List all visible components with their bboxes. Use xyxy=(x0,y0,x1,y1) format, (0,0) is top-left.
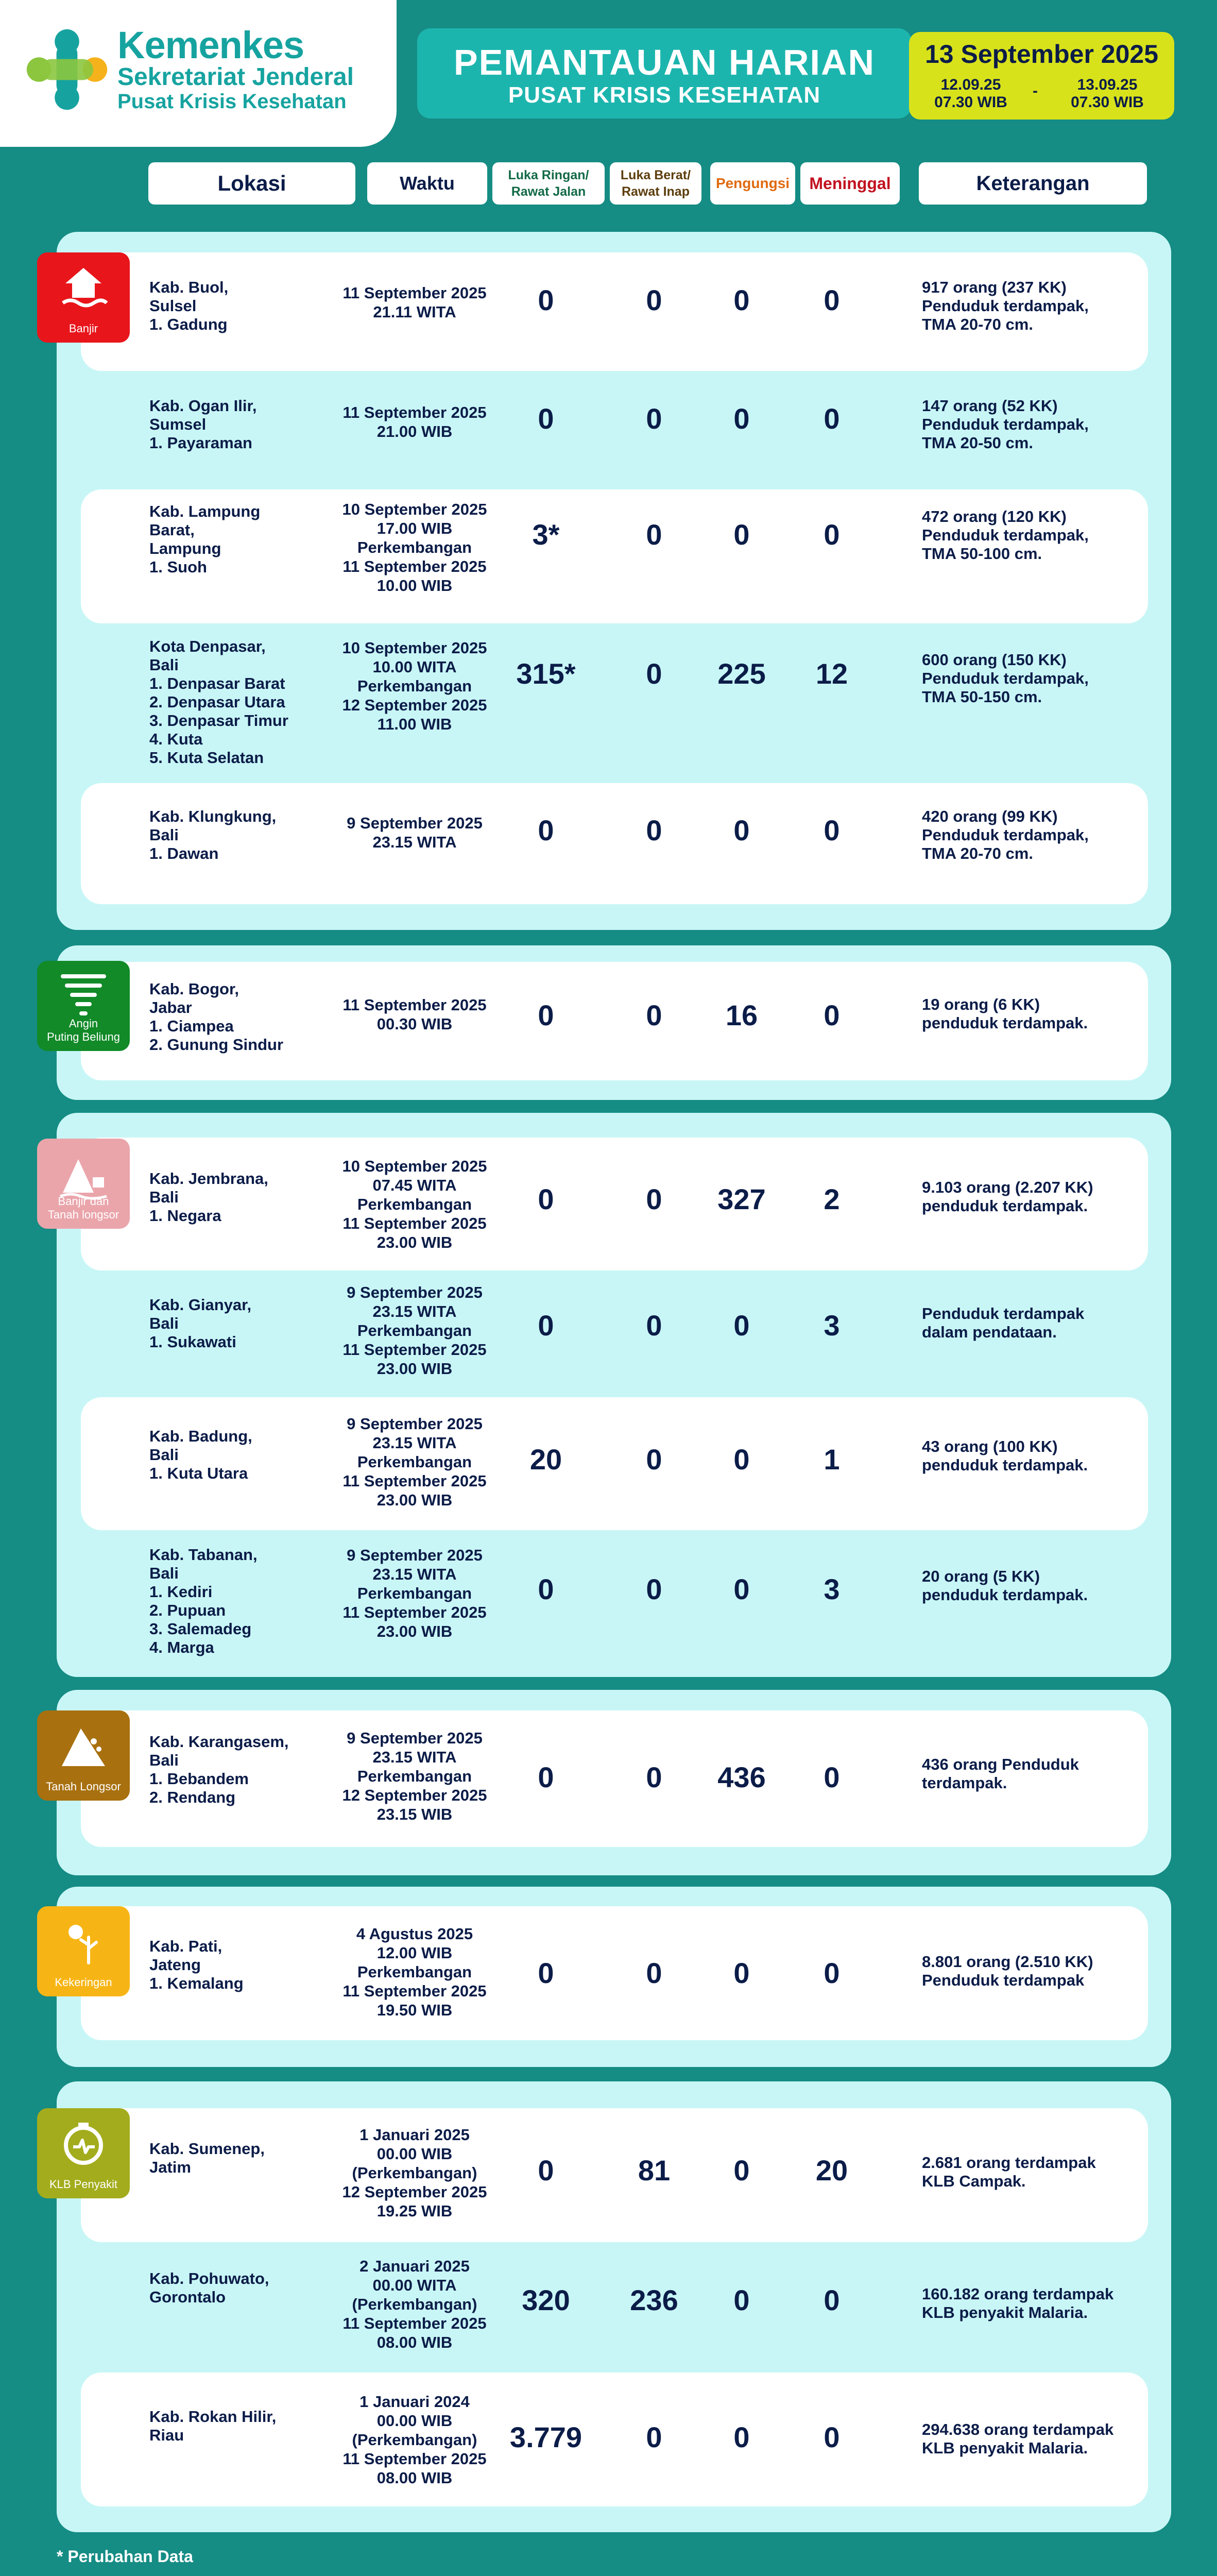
time: 10 September 2025 17.00 WIB Perkembangan 11 September 2025 10.00 WIB xyxy=(342,500,487,595)
location: Kab. Pati, Jateng 1. Kemalang xyxy=(149,1937,244,1992)
drought-sun-icon xyxy=(58,1917,109,1968)
keterangan: 420 orang (99 KK) Penduduk terdampak, TMA 20-70 cm. xyxy=(922,807,1089,862)
pengungsi-value: 0 xyxy=(733,1957,750,1989)
location: Kab. Pohuwato, Gorontalo xyxy=(149,2269,269,2306)
category-banjir xyxy=(37,252,130,343)
luka-berat-value: 81 xyxy=(638,2154,671,2187)
luka-ringan-value: 0 xyxy=(538,999,554,1031)
location: Kab. Buol, Sulsel 1. Gadung xyxy=(149,278,229,333)
luka-berat-value: 0 xyxy=(646,2421,662,2453)
keterangan: Penduduk terdampak dalam pendataan. xyxy=(922,1304,1085,1341)
logo-subtitle: Sekretariat Jenderal xyxy=(117,63,354,91)
category-kekeringan xyxy=(37,1906,130,1996)
meninggal-value: 2 xyxy=(824,1183,840,1215)
meninggal-value: 0 xyxy=(824,2421,840,2453)
pengungsi-value: 0 xyxy=(733,1309,750,1342)
time: 10 September 2025 07.45 WITA Perkembangan 11 September 2025 23.00 WIB xyxy=(342,1157,487,1251)
luka-ringan-value: 0 xyxy=(538,814,554,846)
meninggal-value: 3 xyxy=(824,1573,840,1605)
luka-ringan-value: 0 xyxy=(538,402,554,435)
time: 9 September 2025 23.15 WITA Perkembangan 12 September 2025 23.15 WIB xyxy=(342,1729,487,1823)
pengungsi-value: 0 xyxy=(733,402,750,435)
meninggal-value: 0 xyxy=(824,999,840,1031)
pengungsi-value: 225 xyxy=(717,657,766,690)
keterangan: 147 orang (52 KK) Penduduk terdampak, TMA 20-50 cm. xyxy=(922,397,1089,452)
category-banjir-longsor xyxy=(37,1139,130,1229)
luka-ringan-value: 0 xyxy=(538,1573,554,1605)
luka-ringan-value: 0 xyxy=(538,1957,554,1989)
page-subtitle: PUSAT KRISIS KESEHATAN xyxy=(508,82,821,108)
luka-berat-value: 0 xyxy=(646,1761,662,1793)
luka-ringan-value: 3* xyxy=(532,518,560,551)
logo-subtitle-2: Pusat Krisis Kesehatan xyxy=(117,90,347,113)
location: Kota Denpasar, Bali 1. Denpasar Barat 2. Denpasar Utara 3. Denpasar Timur 4. Kuta 5. Kuta Selatan xyxy=(149,637,288,767)
category-label: Banjir xyxy=(68,322,98,335)
keterangan: 600 orang (150 KK) Penduduk terdampak, TMA 50-150 cm. xyxy=(922,651,1089,706)
pengungsi-value: 0 xyxy=(733,1443,750,1476)
keterangan: 917 orang (237 KK) Penduduk terdampak, TMA 20-70 cm. xyxy=(922,278,1089,333)
luka-ringan-value: 3.779 xyxy=(509,2421,582,2453)
meninggal-value: 12 xyxy=(815,657,848,690)
range-end: 13.09.25 07.30 WIB xyxy=(1071,76,1144,111)
luka-berat-value: 0 xyxy=(646,402,662,435)
keterangan: 160.182 orang terdampak KLB penyakit Malaria. xyxy=(922,2285,1114,2321)
meninggal-value: 1 xyxy=(824,1443,840,1476)
keterangan: 2.681 orang terdampak KLB Campak. xyxy=(922,2154,1096,2190)
meninggal-value: 0 xyxy=(824,518,840,551)
landslide-flood-icon xyxy=(58,1149,109,1200)
page-title: PEMANTAUAN HARIAN xyxy=(453,42,876,82)
luka-berat-value: 0 xyxy=(646,999,662,1031)
keterangan: 8.801 orang (2.510 KK) Penduduk terdampak xyxy=(922,1953,1093,1989)
luka-berat-value: 0 xyxy=(646,1957,662,1989)
pengungsi-value: 0 xyxy=(733,814,750,846)
keterangan: 43 orang (100 KK) penduduk terdampak. xyxy=(922,1437,1088,1474)
time: 9 September 2025 23.15 WITA Perkembangan 11 September 2025 23.00 WIB xyxy=(342,1283,487,1378)
column-header-waktu: Waktu xyxy=(367,162,487,205)
meninggal-value: 20 xyxy=(815,2154,848,2187)
time: 10 September 2025 10.00 WITA Perkembangan 12 September 2025 11.00 WIB xyxy=(342,639,487,733)
keterangan: 436 orang Penduduk terdampak. xyxy=(922,1755,1079,1792)
pengungsi-value: 0 xyxy=(733,2154,750,2187)
luka-ringan-value: 320 xyxy=(522,2284,570,2316)
luka-ringan-value: 0 xyxy=(538,1309,554,1342)
location: Kab. Tabanan, Bali 1. Kediri 2. Pupuan 3. Salemadeg 4. Marga xyxy=(149,1546,258,1656)
pengungsi-value: 436 xyxy=(717,1761,766,1793)
keterangan: 472 orang (120 KK) Penduduk terdampak, TMA 50-100 cm. xyxy=(922,507,1089,563)
luka-ringan-value: 20 xyxy=(529,1443,562,1476)
category-label: Kekeringan xyxy=(55,1976,112,1989)
date-panel xyxy=(909,32,1174,120)
luka-ringan-value: 315* xyxy=(516,657,576,690)
category-label: Banjir dan Tanah longsor xyxy=(47,1195,119,1221)
category-label: Angin Puting Beliung xyxy=(47,1017,120,1043)
time: 2 Januari 2025 00.00 WITA (Perkembangan) 11 September 2025 08.00 WIB xyxy=(342,2257,487,2351)
category-klb xyxy=(37,2108,130,2198)
luka-berat-value: 236 xyxy=(630,2284,678,2316)
range-separator: - xyxy=(1033,82,1038,99)
luka-ringan-value: 0 xyxy=(538,1183,554,1215)
location: Kab. Badung, Bali 1. Kuta Utara xyxy=(149,1427,252,1482)
location: Kab. Ogan Ilir, Sumsel 1. Payaraman xyxy=(149,397,257,452)
category-label: Tanah Longsor xyxy=(46,1780,121,1793)
luka-berat-value: 0 xyxy=(646,657,662,690)
time: 1 Januari 2025 00.00 WIB (Perkembangan) 12 September 2025 19.25 WIB xyxy=(342,2126,487,2220)
luka-berat-value: 0 xyxy=(646,1573,662,1605)
category-angin xyxy=(37,961,130,1051)
kemenkes-logo-icon xyxy=(23,26,111,113)
location: Kab. Rokan Hilir, Riau xyxy=(149,2408,277,2444)
location: Kab. Sumenep, Jatim xyxy=(149,2140,265,2176)
column-header-meninggal: Meninggal xyxy=(800,162,900,205)
time: 11 September 2025 00.30 WIB xyxy=(342,996,487,1033)
luka-berat-value: 0 xyxy=(646,1443,662,1476)
column-header-luka-berat: Luka Berat/ Rawat Inap xyxy=(610,162,701,205)
luka-ringan-value: 0 xyxy=(538,2154,554,2187)
pengungsi-value: 16 xyxy=(725,999,758,1031)
luka-ringan-value: 0 xyxy=(538,1761,554,1793)
time: 11 September 2025 21.00 WIB xyxy=(342,403,487,440)
flood-house-icon xyxy=(58,263,109,314)
range-start: 12.09.25 07.30 WIB xyxy=(934,76,1007,111)
location: Kab. Lampung Barat, Lampung 1. Suoh xyxy=(149,502,261,576)
pengungsi-value: 0 xyxy=(733,2421,750,2453)
location: Kab. Gianyar, Bali 1. Sukawati xyxy=(149,1296,252,1351)
meninggal-value: 0 xyxy=(824,1957,840,1989)
location: Kab. Jembrana, Bali 1. Negara xyxy=(149,1170,268,1225)
luka-berat-value: 0 xyxy=(646,1183,662,1215)
meninggal-value: 3 xyxy=(824,1309,840,1342)
column-header-keterangan: Keterangan xyxy=(919,162,1147,205)
luka-ringan-value: 0 xyxy=(538,284,554,316)
footnote: * Perubahan Data xyxy=(57,2547,193,2566)
logo-panel xyxy=(0,0,397,147)
luka-berat-value: 0 xyxy=(646,1309,662,1342)
time: 9 September 2025 23.15 WITA xyxy=(347,814,483,851)
location: Kab. Bogor, Jabar 1. Ciampea 2. Gunung Sindur xyxy=(149,980,284,1054)
location: Kab. Klungkung, Bali 1. Dawan xyxy=(149,807,277,862)
title-banner xyxy=(417,28,912,118)
column-header-pengungsi: Pengungsi xyxy=(710,162,795,205)
meninggal-value: 0 xyxy=(824,402,840,435)
time: 9 September 2025 23.15 WITA Perkembangan 11 September 2025 23.00 WIB xyxy=(342,1546,487,1640)
time: 1 Januari 2024 00.00 WIB (Perkembangan) 11 September 2025 08.00 WIB xyxy=(342,2393,487,2487)
location: Kab. Karangasem, Bali 1. Bebandem 2. Rendang xyxy=(149,1733,289,1806)
category-longsor xyxy=(37,1710,130,1801)
keterangan: 294.638 orang terdampak KLB penyakit Malaria. xyxy=(922,2420,1114,2457)
time: 4 Agustus 2025 12.00 WIB Perkembangan 11 September 2025 19.50 WIB xyxy=(342,1925,487,2019)
pengungsi-value: 327 xyxy=(717,1183,766,1215)
report-date: 13 September 2025 xyxy=(924,40,1159,69)
keterangan: 19 orang (6 KK) penduduk terdampak. xyxy=(922,995,1088,1032)
disease-outbreak-icon xyxy=(58,2119,109,2170)
luka-berat-value: 0 xyxy=(646,518,662,551)
tornado-icon xyxy=(58,971,109,1023)
pengungsi-value: 0 xyxy=(733,518,750,551)
keterangan: 20 orang (5 KK) penduduk terdampak. xyxy=(922,1567,1088,1604)
landslide-icon xyxy=(58,1721,109,1772)
luka-berat-value: 0 xyxy=(646,814,662,846)
luka-berat-value: 0 xyxy=(646,284,662,316)
keterangan: 9.103 orang (2.207 KK) penduduk terdampak. xyxy=(922,1178,1093,1215)
meninggal-value: 0 xyxy=(824,284,840,316)
column-header-luka-ringan: Luka Ringan/ Rawat Jalan xyxy=(492,162,605,205)
pengungsi-value: 0 xyxy=(733,2284,750,2316)
logo-title: Kemenkes xyxy=(117,24,304,66)
time: 9 September 2025 23.15 WITA Perkembangan 11 September 2025 23.00 WIB xyxy=(342,1415,487,1509)
pengungsi-value: 0 xyxy=(733,284,750,316)
category-label: KLB Penyakit xyxy=(49,2178,118,2191)
column-header-lokasi: Lokasi xyxy=(148,162,355,205)
time: 11 September 2025 21.11 WITA xyxy=(342,284,487,321)
pengungsi-value: 0 xyxy=(733,1573,750,1605)
meninggal-value: 0 xyxy=(824,2284,840,2316)
meninggal-value: 0 xyxy=(824,814,840,846)
meninggal-value: 0 xyxy=(824,1761,840,1793)
